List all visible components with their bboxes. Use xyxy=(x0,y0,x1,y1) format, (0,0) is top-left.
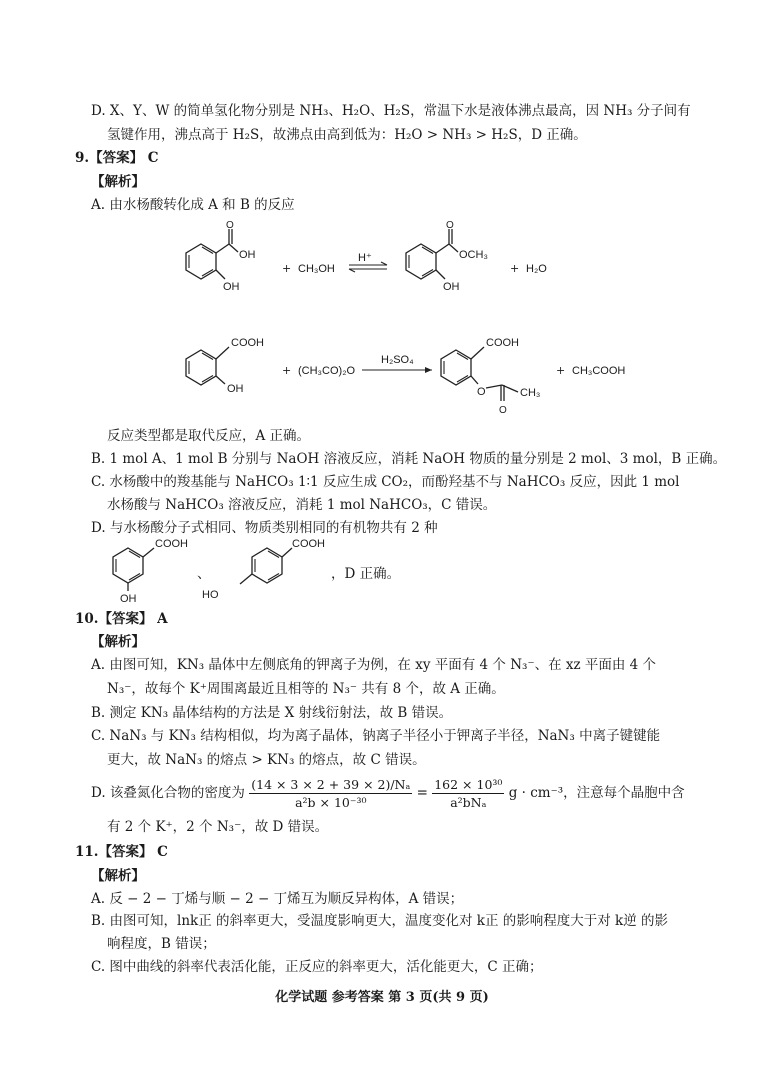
reaction2-acetic-anhydride: (CH₃CO)₂O xyxy=(298,365,356,377)
salicylic-oh-label: OH xyxy=(239,249,256,261)
aspirin-ester-o-label: O xyxy=(477,386,486,398)
q10-option-a-line1: A. 由图可知，KN₃ 晶体中左侧底角的钾离子为例，在 xy 平面有 4 个 N₃⁻、在 xz 平面由 4 个 xyxy=(91,657,657,673)
density-fraction-1 xyxy=(249,776,412,811)
q9-option-a-conclusion: 反应类型都是取代反应，A 正确。 xyxy=(107,428,311,444)
q9-option-c-line1: C. 水杨酸中的羧基能与 NaHCO₃ 1∶1 反应生成 CO₂，而酚羟基不与 NaHCO₃ 反应，因此 1 mol xyxy=(91,474,680,490)
para-cooh-label: COOH xyxy=(292,538,325,550)
acid-cooh-label: COOH xyxy=(231,337,264,349)
reaction1-catalyst: H⁺ xyxy=(358,252,372,264)
reaction2-plus-1: + xyxy=(282,364,292,377)
q9-option-d: D. 与水杨酸分子式相同、物质类别相同的有机物共有 2 种 xyxy=(91,520,438,536)
svg-text:O: O xyxy=(226,220,234,231)
acid-oh-label: OH xyxy=(227,383,244,395)
q11-option-b-line1: B. 由图可知，lnk正 的斜率更大，受温度影响更大，温度变化对 k正 的影响程度大于对 k逆 的影 xyxy=(91,913,669,929)
q9-option-d-conclusion: ，D 正确。 xyxy=(331,566,401,582)
q9-option-b: B. 1 mol A、1 mol B 分别与 NaOH 溶液反应，消耗 NaOH 物质的量分别是 2 mol、3 mol，B 正确。 xyxy=(91,451,727,467)
q10-option-d-density xyxy=(91,772,685,814)
aspirin-structure xyxy=(420,328,560,423)
svg-text:O: O xyxy=(446,220,454,231)
density-fraction-1-denominator: a²b × 10⁻³⁰ xyxy=(295,795,367,810)
density-fraction-2-numerator: 162 × 10³⁰ xyxy=(434,777,503,792)
density-fraction-1-numerator: (14 × 3 × 2 + 39 × 2)/Nₐ xyxy=(251,777,411,792)
reaction1-methanol: CH₃OH xyxy=(298,263,335,275)
reaction1-equilibrium-arrow xyxy=(349,262,389,272)
meta-cooh-label: COOH xyxy=(155,538,188,550)
q10-option-c-line1: C. NaN₃ 与 KN₃ 结构相似，均为离子晶体，钠离子半径小于钾离子半径，NaN₃ 中离子键键能 xyxy=(91,728,661,744)
q10-d-prefix: D. 该叠氮化合物的密度为 xyxy=(91,785,245,801)
reaction2-catalyst: H₂SO₄ xyxy=(381,354,414,366)
reaction1-plus-2: + xyxy=(510,262,520,275)
salicylic-ring-oh-label: OH xyxy=(223,281,240,293)
q10-d-suffix: g · cm⁻³，注意每个晶胞中含 xyxy=(508,785,685,801)
density-fraction-2-denominator: a²bNₐ xyxy=(450,795,487,810)
q9-analysis-label: 【解析】 xyxy=(91,174,145,190)
meta-hydroxybenzoic-acid-structure xyxy=(98,536,198,605)
q10-option-c-line2: 更大，故 NaN₃ 的熔点 > KN₃ 的熔点，故 C 错误。 xyxy=(107,752,426,768)
q9-option-d-separator: 、 xyxy=(197,566,211,582)
q10-analysis-label: 【解析】 xyxy=(91,634,145,650)
salicylic-acid-structure xyxy=(165,222,265,292)
page-footer: 化学试题 参考答案 第 3 页(共 9 页) xyxy=(275,990,489,1005)
q11-option-a: A. 反 − 2 − 丁烯与顺 − 2 − 丁烯互为顺反异构体，A 错误； xyxy=(91,891,464,907)
para-hydroxybenzoic-acid-structure xyxy=(200,536,330,602)
density-equals: = xyxy=(416,785,428,801)
aspirin-cooh-label: COOH xyxy=(486,337,519,349)
reaction2-plus-2: + xyxy=(556,364,566,377)
ester-ring-oh-label: OH xyxy=(443,281,460,293)
reaction2-acetic-acid: CH₃COOH xyxy=(572,365,626,377)
aspirin-ch3-label: CH₃ xyxy=(520,387,541,399)
reaction1-plus-1: + xyxy=(282,262,292,275)
aspirin-carbonyl-o-label: O xyxy=(499,405,507,416)
para-oh-label: HO xyxy=(202,589,219,601)
q11-option-b-line2: 响程度，B 错误； xyxy=(107,936,216,952)
q9-option-c-line2: 水杨酸与 NaHCO₃ 溶液反应，消耗 1 mol NaHCO₃，C 错误。 xyxy=(107,497,497,513)
q8-d-line2: 氢键作用，沸点高于 H₂S，故沸点由高到低为：H₂O > NH₃ > H₂S，D 正确。 xyxy=(107,127,587,143)
q8-d-line1: D. X、Y、W 的简单氢化物分别是 NH₃、H₂O、H₂S，常温下水是液体沸点最高，因 NH₃ 分子间有 xyxy=(91,103,691,119)
q9-answer-heading: 9.【答案】 C xyxy=(75,150,159,166)
q10-option-a-line2: N₃⁻，故每个 K⁺周围离最近且相等的 N₃⁻ 共有 8 个，故 A 正确。 xyxy=(107,681,505,697)
q11-option-c: C. 图中曲线的斜率代表活化能，正反应的斜率更大，活化能更大，C 正确； xyxy=(91,959,543,975)
ester-och3-label: OCH₃ xyxy=(459,249,488,261)
methyl-salicylate-structure xyxy=(385,222,505,292)
density-fraction-2 xyxy=(432,776,504,811)
q10-option-d-line2: 有 2 个 K⁺，2 个 N₃⁻，故 D 错误。 xyxy=(107,819,329,835)
q10-answer-heading: 10.【答案】 A xyxy=(75,611,168,627)
q10-option-b: B. 测定 KN₃ 晶体结构的方法是 X 射线衍射法，故 B 错误。 xyxy=(91,705,453,721)
q11-analysis-label: 【解析】 xyxy=(91,868,145,884)
salicylic-acid-structure-2 xyxy=(165,328,275,398)
reaction1-water: H₂O xyxy=(526,263,547,275)
q11-answer-heading: 11.【答案】 C xyxy=(75,844,168,860)
q9-option-a: A. 由水杨酸转化成 A 和 B 的反应 xyxy=(91,197,295,213)
meta-oh-label: OH xyxy=(120,593,137,605)
